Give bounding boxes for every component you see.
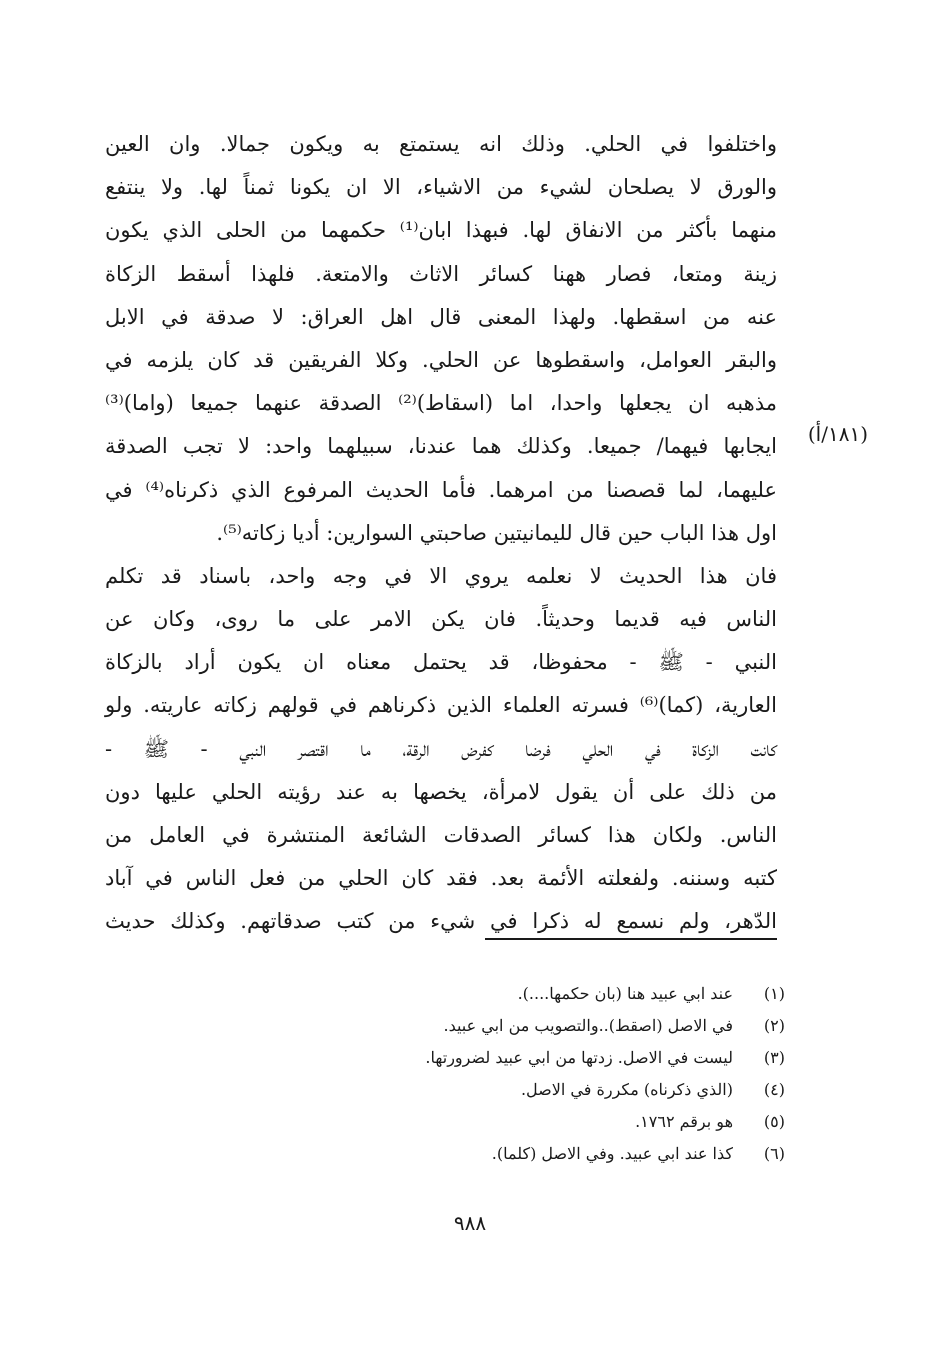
text-line: اول هذا الباب حين قال لليمانيتين صاحبتي السوارين: أديا زكاته⁽⁵⁾. [216,520,777,545]
footnote-item [300,1074,785,1106]
footnote-text: كذا عند ابي عبيد. وفي الاصل (كلما). [491,1144,733,1163]
text-line: عنه من اسقطها. ولهذا المعنى قال اهل العراق: لا صدقة في الابل [105,304,777,329]
footnote-item [300,1138,785,1170]
text-line: العارية، (كما)⁽⁶⁾ فسرته العلماء الذين ذكرناهم في قولهم زكاته عاريته. ولو [105,693,777,718]
footnote-number: (١) [763,984,785,1003]
main-text-body [105,123,777,944]
footnotes [300,978,785,1170]
text-line: الناس. ولكان هذا كسائر الصدقات الشائعة المنتشرة في العامل من [105,823,777,847]
footnote-number: (٥) [763,1112,785,1131]
footnote-text: ليست في الاصل. زدتها من ابي عبيد لضرورتها. [425,1048,733,1067]
text-line: من ذلك على أن يقول لامرأة، يخصها به عند رؤيته الحلي عليها دون [105,779,777,804]
folio-margin-note: (١٨١/أ) [807,422,868,446]
footnote-item [300,1010,785,1042]
text-line: والورق لا يصلحان لشيء من الاشياء، الا ان يكونا ثمناً لها. ولا ينتفع [105,175,777,200]
text-line: منهما بأكثر من الانفاق لها. فبهذا ابان⁽¹⁾ حكمهما من الحلى الذي يكون [105,218,777,243]
footnote-text: (الذي ذكرناه) مكررة في الاصل. [520,1080,733,1099]
footnote-number: (٦) [763,1144,785,1163]
text-line: والبقر العوامل، واسقطوها عن الحلي. وكلا الفريقين قد كان يلزمه في [105,347,777,372]
footnote-item [300,1106,785,1138]
footnote-number: (٤) [763,1080,785,1099]
text-line: ايجابها فيهما/ جميعا. وكذلك هما عندنا، سبيلهما واحد: لا تجب الصدقة [105,434,777,459]
text-line: واختلفوا في الحلي. وذلك انه يستمتع به ويكون جمالا. وان العين [105,132,777,156]
text-line: النبي - ﷺ - محفوظا، قد يحتمل معناه ان يكون أراد بالزكاة [105,650,777,675]
footnote-text: في الاصل (اصقط)..والتصويب من ابي عبيد. [443,1016,733,1035]
footnote-separator [485,938,777,940]
text-line: الناس فيه قديما وحديثاً. فان يكن الامر على ما روى، وكان عن [105,607,777,632]
page-number: ٩٨٨ [453,1211,487,1235]
text-line: مذهبه ان يجعلها واحدا، اما (اسقاط)⁽²⁾ الصدقة عنهما جميعا (واما)⁽³⁾ [105,391,777,416]
text-line: الدّهر، ولم نسمع له ذكرا في شيء من كتب صدقاتهم. وكذلك حديث [105,909,777,934]
text-line: كانت الزكاة في الحلي فرضا كفرض الرقة، ما اقتصر النبي - ﷺ - [105,736,777,761]
footnote-number: (٣) [763,1048,785,1067]
text-line: عليهما، لما قصصنا من امرهما. فأما الحديث المرفوع الذي ذكرناه⁽⁴⁾ في [105,477,777,502]
footnote-item [300,1042,785,1074]
footnote-item [300,978,785,1010]
text-line: فان هذا الحديث لا نعلمه يروي الا في وجه واحد، باسناد قد تكلم [105,563,777,588]
footnote-text: هو برقم ١٧٦٢. [635,1112,733,1131]
text-line: كتبه وسننه. ولفعلته الأئمة بعد. فقد كان الحلي من فعل الناس في آباد [105,866,777,891]
footnote-number: (٢) [763,1016,785,1035]
text-line: زينة ومتعا، فصار ههنا كسائر الاثاث والامتعة. فلهذا أسقط الزكاة [105,261,777,286]
footnote-text: عند ابي عبيد هنا (بان حكمها....). [517,984,733,1003]
